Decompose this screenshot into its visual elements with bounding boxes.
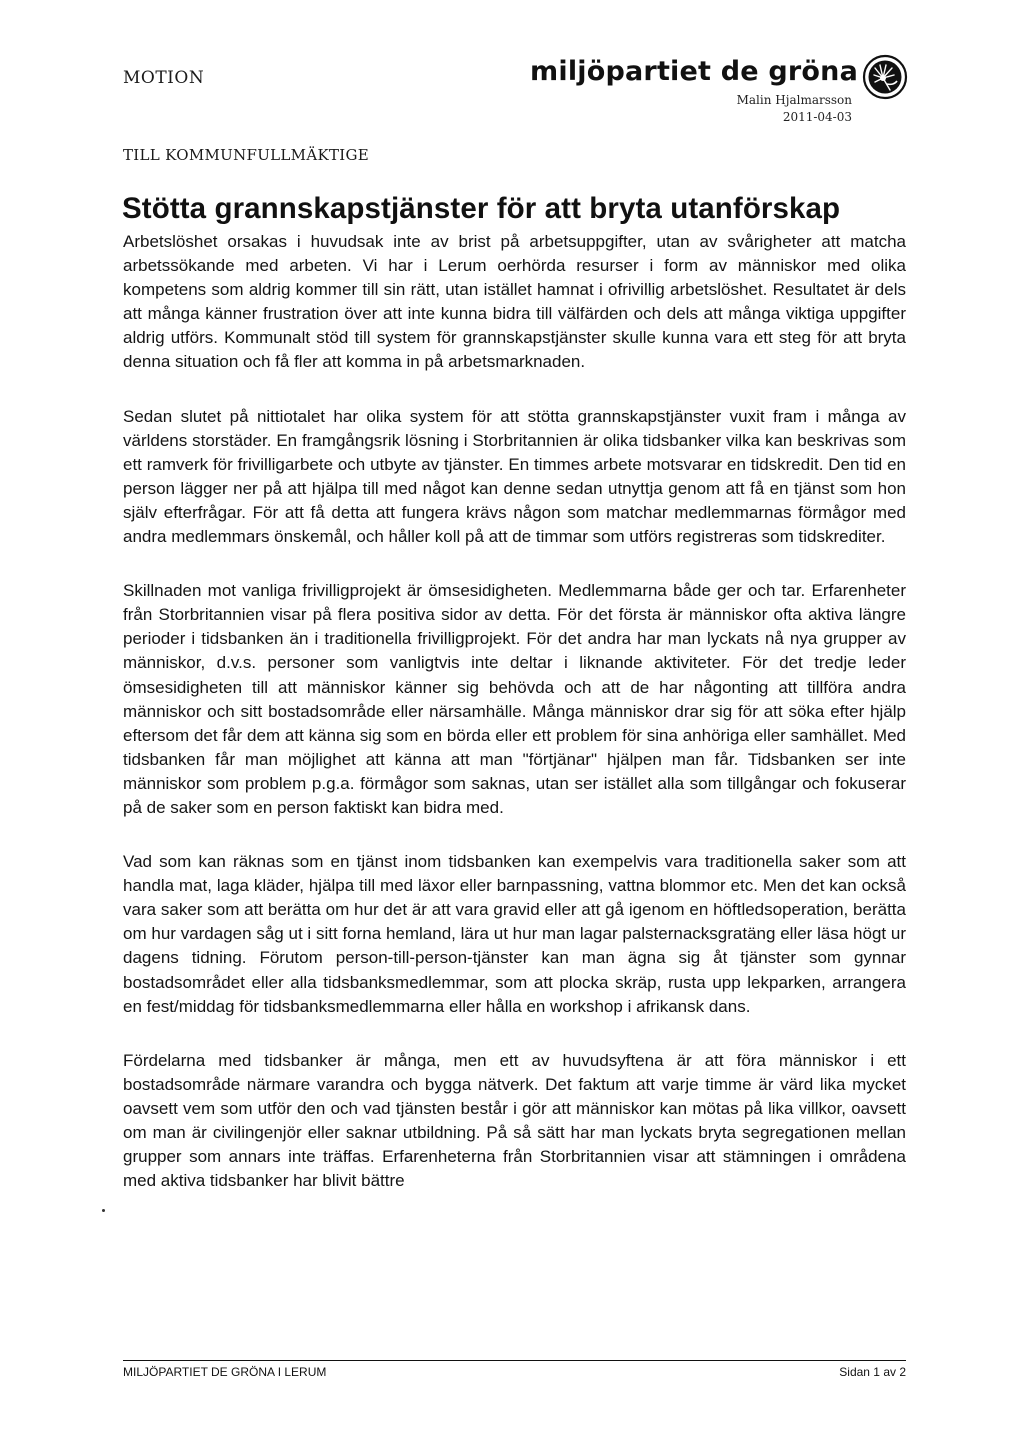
page-number: Sidan 1 av 2 — [839, 1365, 906, 1379]
body-text — [123, 230, 906, 1223]
document-type-label: MOTION — [123, 68, 205, 88]
author-name: Malin Hjalmarsson — [736, 93, 852, 107]
document-date: 2011-04-03 — [782, 110, 852, 124]
footer-divider — [123, 1360, 906, 1361]
recipient-label: TILL KOMMUNFULLMÄKTIGE — [123, 146, 370, 164]
party-header — [530, 54, 910, 154]
paragraph: Fördelarna med tidsbanker är många, men ett av huvudsyftena är att föra människor i ett bostadsområde närmare varandra och bygga nätverk. Det faktum att varje timme är värd lika mycket oavsett vem som utför den och vad tjänsten består i gör att människor kan mötas på lika villkor, oavsett om man är civilingenjör eller saknar utbildning. På så sätt har man lyckats bryta segregationen mellan grupper som annars inte träffas. Erfarenheterna från Storbritannien visar att stämningen i områdena med aktiva tidsbanker har blivit bättre — [123, 1050, 906, 1191]
dandelion-logo-icon — [862, 54, 908, 100]
footer-organization: MILJÖPARTIET DE GRÖNA I LERUM — [123, 1365, 327, 1379]
margin-dot — [102, 1209, 105, 1212]
party-name: miljöpartiet de gröna — [530, 56, 858, 87]
motion-title: Stötta grannskapstjänster för att bryta utanförskap — [122, 192, 841, 225]
paragraph: Vad som kan räknas som en tjänst inom tidsbanken kan exempelvis vara traditionella saker som att handla mat, laga kläder, hjälpa till med läxor eller barnpassning, vattna blommor etc. Men det kan också vara saker som att berätta om hur det är att vara gravid eller att gå igenom en höftledsoperation, berätta om hur vardagen såg ut i sitt forna hemland, lära ut hur man lagar palsternacksgratäng eller läsa högt ur dagens tidning. Förutom person-till-person-tjänster kan man ägna sig åt tjänster som gynnar bostadsområdet eller alla tidsbanksmedlemmar, som att plocka skräp, rusta upp lekparken, arrangera en fest/middag för tidsbanksmedlemmarna eller hålla en workshop i afrikansk dans. — [123, 852, 906, 1016]
paragraph: Arbetslöshet orsakas i huvudsak inte av brist på arbetsuppgifter, utan av svårigheter att matcha arbetssökande med arbeten. Vi har i Lerum oerhörda resurser i form av människor med olika kompetens som aldrig kommer till sin rätt, utan istället hamnat i ofrivillig arbetslöshet. Resultatet är dels att många känner frustration över att inte kunna bidra till välfärden och dels att många viktiga uppgifter aldrig utförs. Kommunalt stöd till system för grannskapstjänster skulle kunna vara ett steg för att bryta denna situation och få fler att komma in på arbetsmarknaden. — [123, 232, 906, 372]
paragraph: Sedan slutet på nittiotalet har olika system för att stötta grannskapstjänster vuxit fram i många av världens storstäder. En framgångsrik lösning i Storbritannien är olika tidsbanker vilka kan beskrivas som ett ramverk för frivilligarbete och utbyte av tjänster. En timmes arbete motsvarar en tidskredit. Den tid en person lägger ner på att hjälpa till med något kan denne sedan utnyttja genom att få en tjänst som hon själv efterfrågar. För att få detta att fungera krävs någon som matchar medlemmarnas förmågor med andra medlemmars önskemål, och håller koll på att de timmar som utförs registreras som tidskrediter. — [123, 406, 906, 547]
paragraph: Skillnaden mot vanliga frivilligprojekt är ömsesidigheten. Medlemmarna både ger och tar. Erfarenheter från Storbritannien visar på flera positiva sidor av detta. För det första är människor ofta aktiva längre perioder i tidsbanken än i traditionella frivilligprojekt. För det andra har man lyckats nå nya grupper av människor, d.v.s. personer som vanligtvis inte deltar i liknande aktiviteter. För det tredje leder ömsesidigheten till att människor känner sig behövda och att de har någonting att tillföra andra människor och sitt bostadsområde eller närsamhälle. Många människor drar sig för att söka efter hjälp eftersom det får dem att känna sig som en börda eller ett problem för sina anhöriga eller samhället. Med tidsbanken får man möjlighet att känna att man "förtjänar" hjälpen man får. Tidsbanken ser inte människor som problem p.g.a. förmågor som saknas, utan ser istället alla som tillgångar och fokuserar på de saker som en person faktiskt kan bidra med. — [123, 581, 906, 817]
